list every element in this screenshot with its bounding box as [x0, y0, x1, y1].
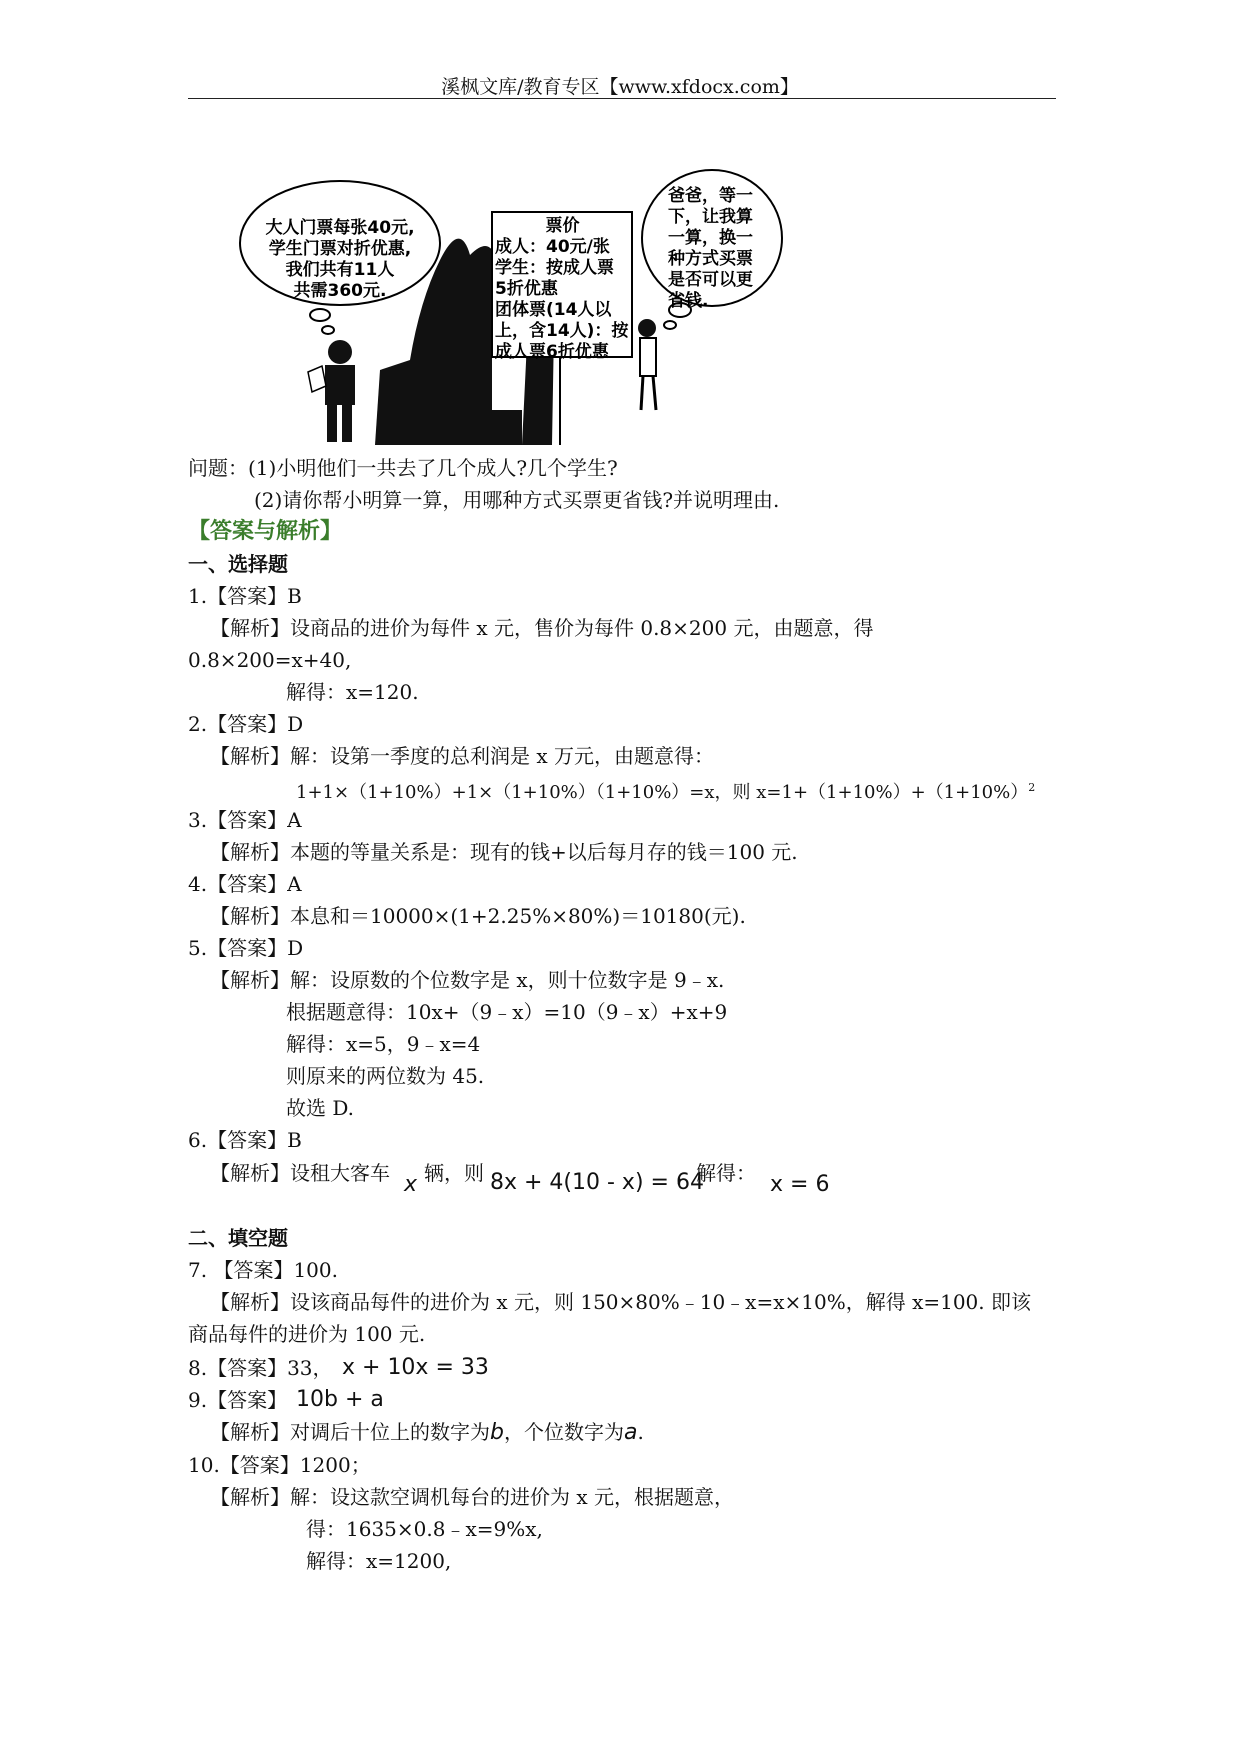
- explanation-5-line3: 解得：x=5，9﹣x=4: [286, 1032, 481, 1056]
- answer-2: 2.【答案】D: [188, 712, 304, 736]
- result-6: x = 6: [770, 1172, 830, 1197]
- bubble-line: 我们共有11人: [285, 260, 395, 280]
- var-b: b: [490, 1420, 504, 1445]
- answer-3: 3.【答案】A: [188, 808, 302, 832]
- left-bubble-text: [250, 218, 430, 302]
- exponent: 2: [1028, 781, 1036, 794]
- var-x: x: [404, 1172, 418, 1197]
- sign-line: 成人：40元/张: [495, 237, 610, 257]
- explanation-10: 【解析】解：设这款空调机每台的进价为 x 元，根据题意，: [210, 1485, 734, 1509]
- sign-line: 上，含14人)：按: [495, 321, 629, 341]
- equation-6: 8x + 4(10 - x) = 64: [490, 1170, 704, 1195]
- answer-8: 8.【答案】33，: [188, 1356, 333, 1380]
- explanation-text: 【解析】对调后十位上的数字为: [210, 1420, 490, 1444]
- section-fill-heading: 二、填空题: [188, 1226, 288, 1250]
- explanation-6-mid: 辆，则: [424, 1161, 484, 1185]
- explanation-3: 【解析】本题的等量关系是：现有的钱+以后每月存的钱＝100 元.: [210, 840, 798, 864]
- sign-title: 票价: [545, 216, 580, 236]
- equation-8: x + 10x = 33: [342, 1355, 489, 1380]
- bubble-line: 大人门票每张40元,: [265, 218, 415, 238]
- explanation-5: 【解析】解：设原数的个位数字是 x，则十位数字是 9﹣x.: [210, 968, 725, 992]
- explanation-text: ，个位数字为: [503, 1420, 624, 1444]
- answer-9: 9.【答案】: [188, 1388, 288, 1412]
- explanation-7-line2: 商品每件的进价为 100 元.: [188, 1322, 426, 1346]
- bubble-line: 省钱.: [668, 291, 709, 311]
- section-choice-heading: 一、选择题: [188, 552, 288, 576]
- equation-9: 10b + a: [296, 1387, 384, 1412]
- child-figure: [638, 319, 656, 410]
- explanation-text: .: [637, 1420, 644, 1444]
- sign-line: 学生：按成人票: [495, 258, 614, 278]
- explanation-6: 【解析】设租大客车: [210, 1161, 390, 1185]
- bubble-line: 下，让我算: [668, 207, 753, 227]
- explanation-10-line2: 得：1635×0.8﹣x=9%x,: [306, 1517, 543, 1541]
- answer-4: 4.【答案】A: [188, 872, 302, 896]
- page-header: 溪枫文库/教育专区【www.xfdocx.com】: [441, 76, 799, 98]
- bubble-line: 共需360元.: [293, 281, 387, 301]
- bubble-line: 是否可以更: [668, 270, 753, 290]
- bubble-line: 一算，换一: [668, 228, 753, 248]
- question-1: 问题：(1)小明他们一共去了几个成人?几个学生?: [188, 456, 618, 480]
- var-a: a: [623, 1420, 638, 1445]
- explanation-1-line3: 解得：x=120.: [286, 680, 419, 704]
- explanation-10-line3: 解得：x=1200,: [306, 1549, 452, 1573]
- father-figure: [308, 340, 355, 442]
- answer-6: 6.【答案】B: [188, 1128, 302, 1152]
- explanation-7: 【解析】设该商品每件的进价为 x 元，则 150×80%﹣10﹣x=x×10%，解得 x=100. 即该: [210, 1290, 1031, 1314]
- explanation-4: 【解析】本息和＝10000×(1+2.25%×80%)＝10180(元).: [210, 904, 746, 928]
- equation-text: 1+1×（1+10%）+1×（1+10%）（1+10%）=x，则 x=1+（1+10%）+（1+10%）: [296, 782, 1029, 803]
- answer-7: 7. 【答案】100.: [188, 1258, 338, 1282]
- bubble-line: 种方式买票: [668, 249, 753, 269]
- explanation-9: [210, 1419, 644, 1446]
- bubble-line: 爸爸，等一: [668, 186, 753, 206]
- right-bubble-text: [668, 186, 768, 312]
- answer-5: 5.【答案】D: [188, 936, 304, 960]
- answer-1: 1.【答案】B: [188, 584, 302, 608]
- explanation-2-line2: [296, 775, 1035, 806]
- answer-10: 10.【答案】1200；: [188, 1453, 371, 1477]
- answers-heading: 【答案与解析】: [188, 519, 343, 544]
- sign-line: 5折优惠: [495, 279, 558, 299]
- explanation-5-line4: 则原来的两位数为 45.: [286, 1064, 485, 1088]
- header-rule: [188, 98, 1056, 99]
- bubble-line: 学生门票对折优惠,: [268, 239, 412, 259]
- explanation-1: 【解析】设商品的进价为每件 x 元，售价为每件 0.8×200 元，由题意，得: [210, 616, 874, 640]
- explanation-6-solve: ，解得：: [676, 1161, 756, 1185]
- explanation-5-line2: 根据题意得：10x+（9﹣x）=10（9﹣x）+x+9: [286, 1000, 728, 1024]
- explanation-1-line2: 0.8×200=x+40,: [188, 648, 352, 672]
- explanation-5-line5: 故选 D.: [286, 1096, 355, 1120]
- sign-line: 成人票6折优惠: [495, 342, 609, 362]
- sign-line: 团体票(14人以: [495, 300, 612, 320]
- explanation-2: 【解析】解：设第一季度的总利润是 x 万元，由题意得：: [210, 744, 714, 768]
- sign-text: [495, 216, 630, 363]
- question-2: (2)请你帮小明算一算，用哪种方式买票更省钱?并说明理由.: [254, 488, 780, 512]
